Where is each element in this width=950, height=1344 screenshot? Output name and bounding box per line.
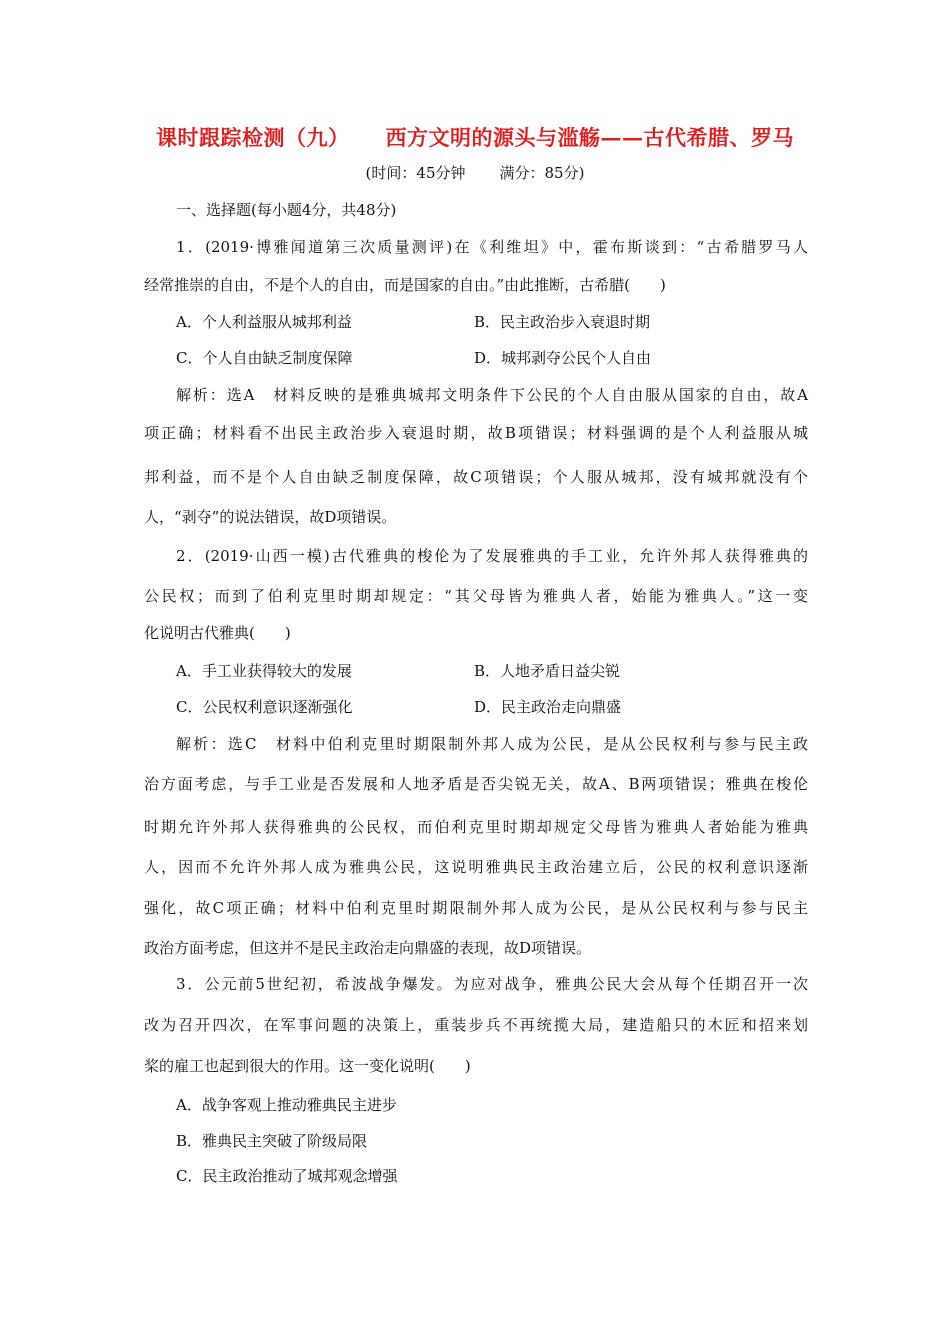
q2-option-c: C．公民权利意识逐渐强化 — [176, 698, 353, 716]
q2-analysis-line1: 解析：选C 材料中伯利克里时期限制外邦人成为公民，是从公民权利与参与民主政 — [176, 735, 808, 753]
title-series: 课时跟踪检测（九） — [156, 125, 350, 150]
q3-option-a: A．战争客观上推动雅典民主进步 — [176, 1096, 397, 1114]
q1-option-b: B．民主政治步入衰退时期 — [474, 313, 651, 331]
q1-analysis-line3: 邦利益，而不是个人自由缺乏制度保障，故C项错误；个人服从城邦，没有城邦就没有个 — [144, 468, 808, 486]
q3-stem-line3: 桨的雇工也起到很大的作用。这一变化说明( ) — [144, 1057, 471, 1075]
q1-option-d: D．城邦剥夺公民个人自由 — [474, 349, 652, 367]
q1-option-a: A．个人利益服从城邦利益 — [176, 313, 352, 331]
q2-stem-line2: 公民权；而到了伯利克里时期却规定：“其父母皆为雅典人者，始能为雅典人。”这一变 — [144, 587, 808, 605]
q1-analysis-line1: 解析：选A 材料反映的是雅典城邦文明条件下公民的个人自由服从国家的自由，故A — [176, 386, 808, 404]
q3-stem-line1: 3．公元前5世纪初，希波战争爆发。为应对战争，雅典公民大会从每个任期召开一次 — [176, 975, 808, 993]
q2-analysis-line6: 政治方面考虑，但这并不是民主政治走向鼎盛的表现，故D项错误。 — [144, 939, 592, 957]
q3-option-c: C．民主政治推动了城邦观念增强 — [176, 1167, 398, 1185]
exam-info — [0, 162, 950, 183]
q2-option-a: A．手工业获得较大的发展 — [176, 662, 352, 680]
q1-analysis-line2: 项正确；材料看不出民主政治步入衰退时期，故B项错误；材料强调的是个人利益服从城 — [144, 424, 808, 442]
q2-analysis-line4: 人，因而不允许外邦人成为雅典公民，这说明雅典民主政治建立后，公民的权利意识逐渐 — [144, 858, 808, 876]
title-topic: 西方文明的源头与滥觞——古代希腊、罗马 — [385, 125, 794, 150]
time-limit: (时间：45分钟 — [365, 164, 466, 182]
page-title — [0, 122, 950, 152]
q2-option-d: D．民主政治走向鼎盛 — [474, 698, 622, 716]
q3-stem-line2: 改为召开四次，在军事问题的决策上，重装步兵不再统揽大局，建造船只的木匠和招来划 — [144, 1016, 808, 1034]
q1-stem-line2: 经常推崇的自由，不是个人的自由，而是国家的自由。”由此推断，古希腊( ) — [144, 276, 666, 294]
q2-stem-line3: 化说明古代雅典( ) — [144, 624, 291, 642]
q3-option-b: B．雅典民主突破了阶级局限 — [176, 1132, 368, 1150]
q1-stem-line1: 1．(2019·博雅闻道第三次质量测评)在《利维坦》中，霍布斯谈到：“古希腊罗马人 — [176, 238, 808, 256]
q2-option-b: B．人地矛盾日益尖锐 — [474, 662, 621, 680]
q2-stem-line1: 2．(2019·山西一模)古代雅典的梭伦为了发展雅典的手工业，允许外邦人获得雅典的 — [176, 547, 808, 565]
q2-analysis-line5: 强化，故C项正确；材料中伯利克里时期限制外邦人成为公民，是从公民权利与参与民主 — [144, 899, 808, 917]
q2-analysis-line2: 治方面考虑，与手工业是否发展和人地矛盾是否尖锐无关，故A、B两项错误；雅典在梭伦 — [144, 775, 808, 793]
q2-analysis-line3: 时期允许外邦人获得雅典的公民权，而伯利克里时期却规定父母皆为雅典人者始能为雅典 — [144, 818, 808, 836]
q1-analysis-line4: 人，“剥夺”的说法错误，故D项错误。 — [144, 508, 397, 526]
section-heading: 一、选择题(每小题4分，共48分) — [176, 201, 397, 219]
total-score: 满分：85分) — [499, 164, 585, 182]
q1-option-c: C．个人自由缺乏制度保障 — [176, 349, 353, 367]
